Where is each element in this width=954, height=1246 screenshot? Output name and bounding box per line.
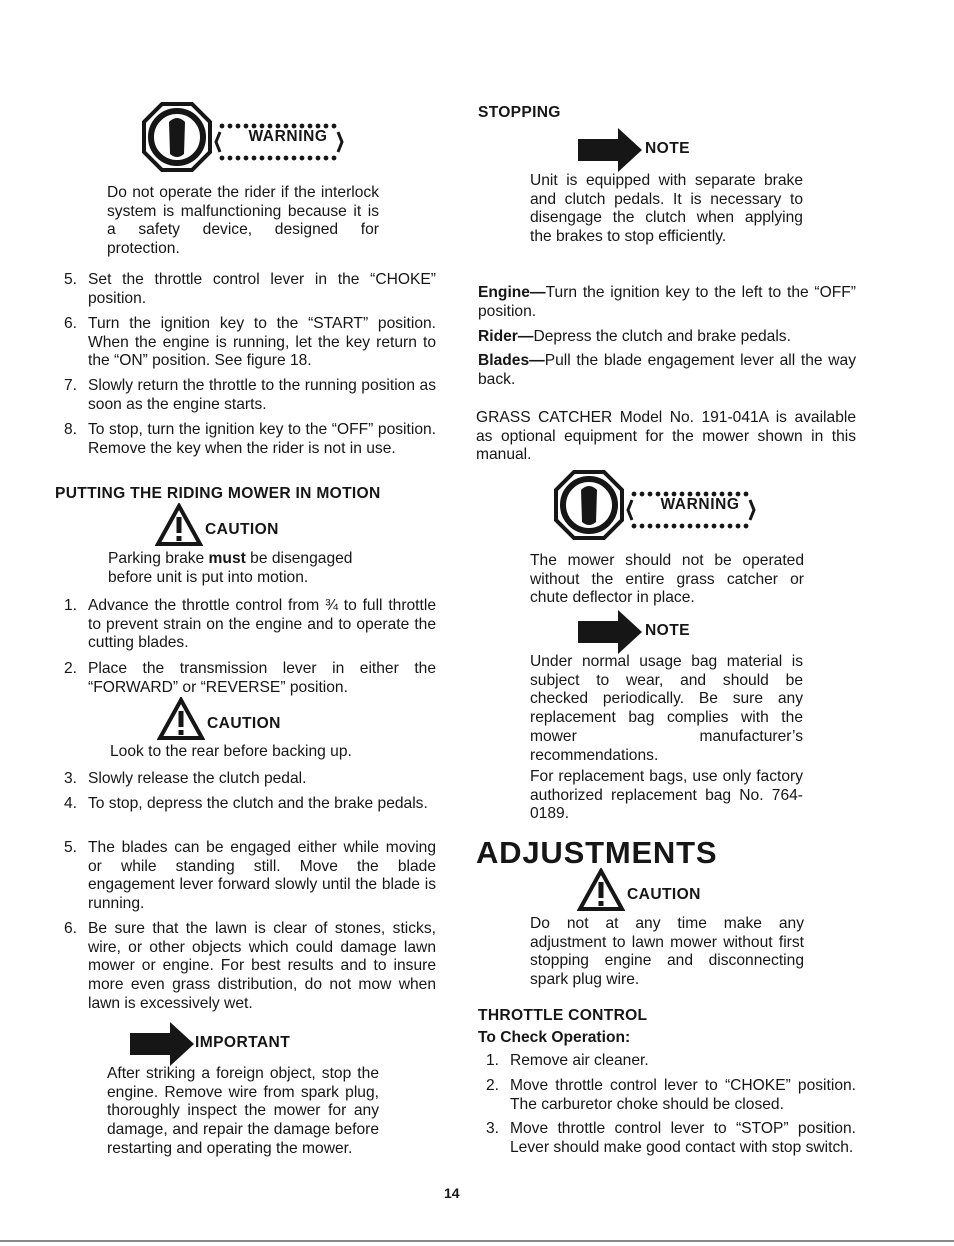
warning-badge (554, 470, 769, 542)
note-text: Unit is equipped with separate brake and clutch pedals. It is necessary to disengage the clutch when applying the brakes to stop efficiently. (530, 172, 803, 246)
caution-label: CAUTION (627, 886, 701, 903)
stop-item-engine: Engine—Turn the ignition key to the left to the “OFF” position. (478, 284, 856, 320)
scan-edge-rule (0, 1240, 954, 1242)
warning-text: Do not operate the rider if the interlock system is malfunctioning because it is a safety device, designed for protection. (107, 184, 379, 258)
caution-block-3 (577, 868, 777, 912)
adjustments-heading: ADJUSTMENTS (476, 835, 718, 870)
throttle-heading: THROTTLE CONTROL (478, 1007, 648, 1024)
caution-triangle-icon (577, 868, 625, 912)
stop-item-rider: Rider—Depress the clutch and brake pedals. (478, 328, 791, 345)
note-block-2 (578, 610, 738, 654)
warning-label: WARNING (248, 128, 328, 145)
stopping-heading: STOPPING (478, 104, 561, 121)
caution-label: CAUTION (205, 521, 279, 538)
stop-item-blades: Blades—Pull the blade engagement lever all the way back. (478, 352, 856, 388)
page-number: 14 (444, 1185, 460, 1201)
caution-text: Parking brake must be disengaged before unit is put into motion. (108, 550, 353, 586)
note-block-1 (578, 128, 738, 172)
important-label: IMPORTANT (195, 1034, 291, 1051)
check-heading: To Check Operation: (478, 1029, 631, 1046)
note-text: Under normal usage bag material is subject to wear, and should be checked periodically. Be sure any replacement bag complies with the mower manufacturer’s recommendations. (530, 653, 803, 764)
arrow-right-icon (578, 610, 644, 654)
important-text: After striking a foreign object, stop the engine. Remove wire from spark plug, thoroughly inspect the mower for any damage, and repair the damage before restarting and operating the mower. (107, 1065, 379, 1157)
caution-text: Look to the rear before backing up. (110, 743, 352, 760)
arrow-right-icon (578, 128, 644, 172)
grass-catcher-text: GRASS CATCHER Model No. 191-041A is available as optional equipment for the mower shown in this manual. (476, 409, 856, 464)
caution-block-2 (157, 697, 357, 741)
important-block (130, 1022, 370, 1066)
arrow-right-icon (130, 1022, 196, 1066)
caution-label: CAUTION (207, 715, 281, 732)
warning-text: The mower should not be operated without the entire grass catcher or chute deflector in place. (530, 552, 804, 607)
motion-heading: PUTTING THE RIDING MOWER IN MOTION (55, 485, 381, 502)
caution-triangle-icon (155, 503, 203, 547)
warning-badge (142, 102, 357, 174)
caution-triangle-icon (157, 697, 205, 741)
note-label: NOTE (645, 140, 690, 157)
caution-block-1 (155, 503, 355, 547)
caution-text: Do not at any time make any adjustment to lawn mower without first stopping engine and disconnecting spark plug wire. (530, 915, 804, 989)
warning-label: WARNING (660, 496, 740, 513)
note-label: NOTE (645, 622, 690, 639)
note-text-2: For replacement bags, use only factory authorized replacement bag No. 764-0189. (530, 768, 803, 823)
